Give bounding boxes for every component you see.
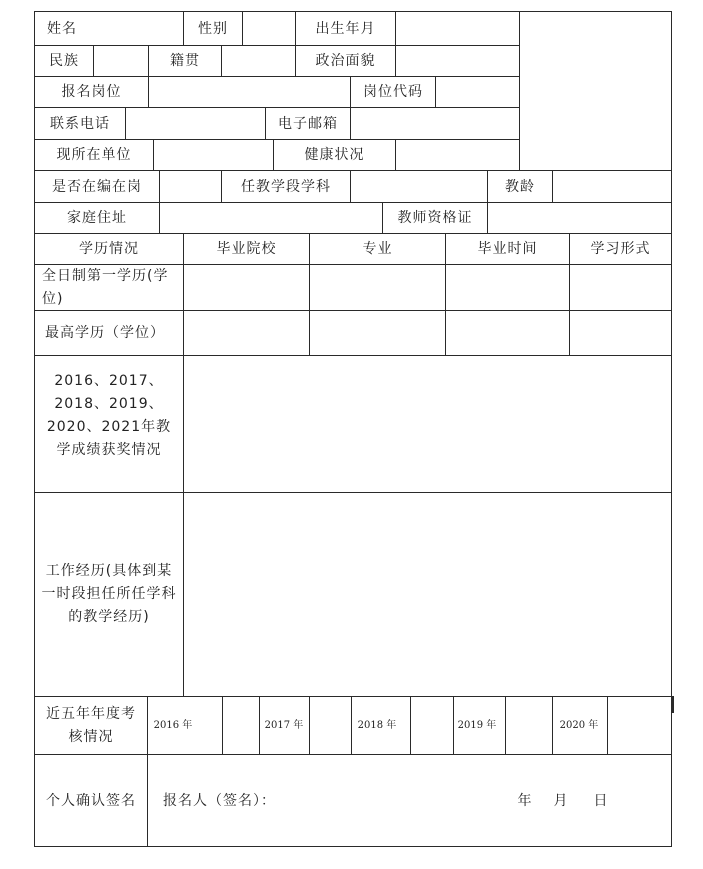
year-2016-label: 2016 年	[153, 719, 193, 731]
email-field[interactable]	[351, 108, 519, 139]
label-annual-assessment: 近五年年度考核情况	[46, 705, 136, 745]
label-birth-date: 出生年月	[315, 20, 376, 37]
year-2018-label: 2018 年	[357, 719, 397, 731]
current-employer-field[interactable]	[154, 140, 273, 170]
header-major: 专业	[362, 241, 393, 257]
label-highest-degree: 最高学历（学位）	[45, 325, 165, 341]
header-education: 学历情况	[79, 241, 139, 257]
label-applicant-signature: 报名人（签名）：	[163, 792, 276, 809]
health-field[interactable]	[396, 140, 519, 170]
label-ethnicity: 民族	[49, 53, 79, 69]
assessment-2016-field[interactable]	[223, 697, 259, 754]
teaching-awards-field[interactable]	[184, 356, 671, 492]
assessment-2017-field[interactable]	[310, 697, 351, 754]
date-month-label: 月	[553, 792, 569, 809]
border-right	[671, 11, 672, 847]
label-fulltime-first-degree: 全日制第一学历(学位)	[42, 267, 169, 307]
header-school: 毕业院校	[216, 241, 277, 257]
label-teaching-awards: 2016、2017、2018、2019、2020、2021年教学成绩获奖情况	[46, 373, 172, 458]
label-phone: 联系电话	[50, 115, 110, 132]
gender-field[interactable]	[243, 12, 295, 45]
header-graduation-date: 毕业时间	[477, 241, 538, 257]
assessment-2018-field[interactable]	[411, 697, 453, 754]
teaching-subject-field[interactable]	[351, 171, 487, 202]
assessment-2020-field[interactable]	[608, 697, 671, 754]
phone-field[interactable]	[126, 108, 265, 139]
first-degree-mode-field[interactable]	[570, 265, 671, 310]
label-name: 姓名	[47, 20, 77, 37]
name-field[interactable]	[95, 12, 183, 45]
date-day-label: 日	[593, 792, 609, 809]
political-status-field[interactable]	[396, 46, 519, 76]
label-home-address: 家庭住址	[67, 210, 127, 226]
label-on-staff: 是否在编在岗	[52, 178, 142, 195]
label-current-employer: 现所在单位	[56, 147, 132, 163]
label-position-code: 岗位代码	[363, 84, 423, 100]
home-address-field[interactable]	[160, 203, 382, 233]
signature-field[interactable]	[300, 770, 500, 830]
label-teacher-certificate: 教师资格证	[397, 210, 473, 226]
birth-date-field[interactable]	[396, 12, 519, 45]
year-2019-label: 2019 年	[457, 719, 497, 731]
highest-degree-date-field[interactable]	[446, 311, 569, 355]
label-health: 健康状况	[304, 147, 365, 163]
year-2017-label: 2017 年	[264, 719, 304, 731]
assessment-2019-field[interactable]	[506, 697, 552, 754]
highest-degree-major-field[interactable]	[310, 311, 445, 355]
date-year-label: 年	[517, 792, 533, 809]
ethnicity-field[interactable]	[94, 46, 148, 76]
teacher-certificate-field[interactable]	[488, 203, 671, 233]
label-political-status: 政治面貌	[315, 53, 376, 69]
label-email: 电子邮箱	[278, 115, 338, 132]
position-code-field[interactable]	[436, 77, 519, 107]
label-applied-position: 报名岗位	[61, 84, 122, 100]
applied-position-field[interactable]	[149, 77, 350, 107]
cell-divider	[147, 754, 148, 847]
label-teaching-years: 教龄	[505, 178, 535, 195]
highest-degree-mode-field[interactable]	[570, 311, 671, 355]
first-degree-school-field[interactable]	[184, 265, 309, 310]
native-place-field[interactable]	[222, 46, 295, 76]
on-staff-field[interactable]	[160, 171, 221, 202]
photo-area[interactable]	[520, 12, 671, 170]
edge-mark	[671, 696, 674, 713]
label-gender: 性别	[198, 20, 228, 37]
header-study-mode: 学习形式	[590, 241, 651, 257]
teaching-years-field[interactable]	[553, 171, 671, 202]
label-native-place: 籍贯	[170, 53, 200, 69]
year-2020-label: 2020 年	[559, 719, 599, 731]
work-experience-field[interactable]	[184, 493, 671, 696]
border-bottom	[34, 846, 672, 847]
label-teaching-subject: 任教学段学科	[241, 178, 331, 195]
label-personal-signature: 个人确认签名	[46, 792, 136, 809]
highest-degree-school-field[interactable]	[184, 311, 309, 355]
label-work-experience: 工作经历(具体到某一时段担任所任学科的教学经历)	[41, 563, 177, 625]
first-degree-major-field[interactable]	[310, 265, 445, 310]
first-degree-date-field[interactable]	[446, 265, 569, 310]
